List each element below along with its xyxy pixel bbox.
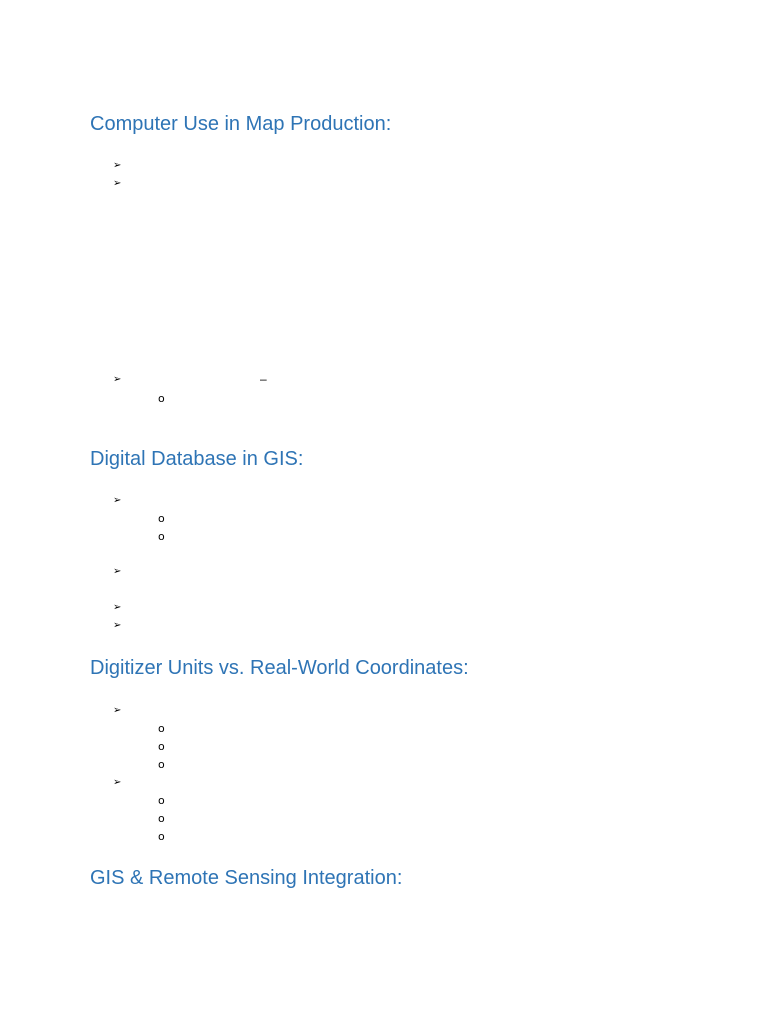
heading-computer-use-in-map-production: Computer Use in Map Production: [90,113,392,135]
arrow-bullet-icon: ➢ [113,495,122,506]
circle-bullet-icon: o [158,794,165,807]
circle-bullet-icon: o [158,722,165,735]
circle-bullet-icon: o [158,740,165,753]
circle-bullet-icon: o [158,830,165,843]
heading-gis-remote-sensing-integration: GIS & Remote Sensing Integration: [90,867,403,889]
arrow-bullet-icon: ➢ [113,620,122,631]
circle-bullet-icon: o [158,530,165,543]
heading-digital-database-in-gis: Digital Database in GIS: [90,448,304,470]
arrow-bullet-icon: ➢ [113,602,122,613]
arrow-bullet-icon: ➢ [113,566,122,577]
dash-mark: – [260,372,267,386]
arrow-bullet-icon: ➢ [113,178,122,189]
arrow-bullet-icon: ➢ [113,777,122,788]
arrow-bullet-icon: ➢ [113,160,122,171]
circle-bullet-icon: o [158,512,165,525]
circle-bullet-icon: o [158,812,165,825]
arrow-bullet-icon: ➢ [113,374,122,385]
heading-digitizer-units-vs-real-world-coordinates: Digitizer Units vs. Real-World Coordinates: [90,657,469,679]
circle-bullet-icon: o [158,758,165,771]
circle-bullet-icon: o [158,392,165,405]
arrow-bullet-icon: ➢ [113,705,122,716]
